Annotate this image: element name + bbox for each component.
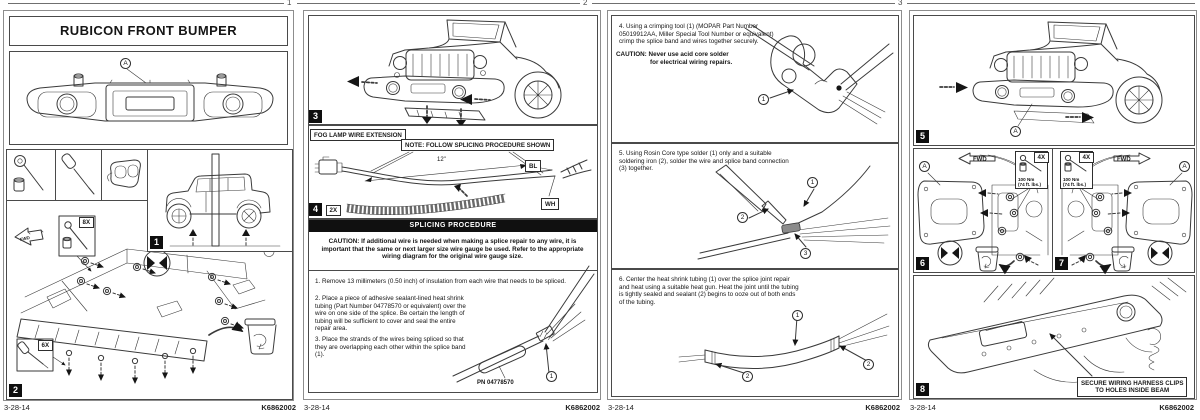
vehicle-on-lift-drawing	[148, 150, 291, 250]
page-2	[303, 10, 601, 400]
page-1	[3, 10, 294, 401]
qty-4x-label: 4X	[1034, 152, 1049, 163]
press-together-icon	[938, 241, 962, 265]
page1-date: 3-28-14	[4, 403, 30, 412]
qty-2x-label: 2X	[326, 205, 341, 216]
discard-bin-icon	[1112, 247, 1134, 271]
bumper-install-vehicle-panel	[913, 15, 1195, 146]
callout-2: 2	[737, 212, 748, 223]
svg-text:FWD: FWD	[973, 156, 987, 163]
torque-value-ftlbs: (74 ft. lbs.)	[1063, 182, 1086, 188]
pn-04778570-label: PN 04778570	[477, 380, 514, 386]
front-bumper-drawing	[10, 52, 289, 146]
page2-code: K6862002	[565, 403, 600, 412]
wire-color-wh-label: WH	[541, 198, 559, 210]
callout-1: 1	[807, 177, 818, 188]
torque-right-panel	[1052, 148, 1195, 273]
caution-acid-core-line1: CAUTION: Never use acid core solder	[616, 51, 729, 58]
torque-left-panel	[913, 148, 1053, 273]
secure-harness-clips-label	[1077, 377, 1187, 397]
page4-code: K6862002	[1159, 403, 1194, 412]
callout-a: A	[919, 161, 930, 172]
clip-label-line1: SECURE WIRING HARNESS CLIPS	[1081, 379, 1184, 387]
page-4	[909, 10, 1197, 400]
callout-a: A	[1179, 161, 1190, 172]
discard-bin-icon	[976, 247, 998, 271]
fold-number-2: 2	[583, 0, 588, 7]
qty-8x-label: 8X	[79, 217, 94, 228]
crimp-step-panel	[611, 15, 899, 143]
page-title: RUBICON FRONT BUMPER	[60, 23, 237, 38]
step-6-text: 6. Center the heat shrink tubing (1) over the splice joint repair and heat using a suitable heat gun. Heat the joint until the tubing is tightly sealed and sealant (2) begins to ooze out of both ends of the tubing.	[619, 276, 799, 306]
callout-1: 1	[792, 310, 803, 321]
callout-1: 1	[546, 371, 557, 382]
qty-6x-label: 6X	[38, 340, 53, 351]
splicing-caution: CAUTION: If additional wire is needed when making a splice repair to any wire, it is important that the same or next larger size wire gauge be used. Refer to the appropriate wiring diagram for the original wire gauge size.	[321, 238, 584, 260]
torque-value-nm: 100 Nm	[1063, 177, 1080, 182]
splicing-procedure-section	[308, 219, 598, 393]
page4-date: 3-28-14	[910, 403, 936, 412]
discard-bin-icon	[245, 319, 276, 354]
callout-1: 1	[758, 94, 769, 105]
caution-acid-core-line2: for electrical wiring repairs.	[650, 58, 733, 66]
solder-step-panel	[611, 143, 899, 269]
page1-code: K6862002	[261, 403, 296, 412]
press-together-icon	[1148, 241, 1172, 265]
torque-value-nm: 100 Nm	[1018, 177, 1035, 182]
callout-2b: 2	[863, 359, 874, 370]
page3-date: 3-28-14	[608, 403, 634, 412]
tool-cell-ratchet	[6, 149, 56, 201]
bumper-overview-panel	[9, 51, 288, 145]
harness-clip-panel	[913, 275, 1195, 399]
step-4-number: 4	[309, 203, 322, 216]
svg-text:FWD: FWD	[19, 234, 31, 243]
fwd-direction-arrow	[15, 228, 43, 245]
torque-value-ftlbs: (74 ft. lbs.)	[1018, 182, 1041, 188]
callout-3: 3	[800, 248, 811, 259]
soldering-drawing	[692, 162, 892, 266]
fold-number-1: 1	[287, 0, 292, 7]
fog-lamp-wire-extension-label: FOG LAMP WIRE EXTENSION	[310, 129, 406, 141]
splicing-procedure-header: SPLICING PROCEDURE	[309, 220, 597, 232]
dimension-12in: 12"	[437, 157, 446, 163]
vehicle-front-install-drawing	[914, 16, 1194, 144]
heat-shrink-drawing	[677, 298, 892, 390]
qty-4x-label: 4X	[1079, 152, 1094, 163]
fog-lamp-wire-panel	[308, 125, 598, 219]
fold-line	[907, 3, 1195, 4]
callout-a: A	[120, 58, 131, 69]
heat-shrink-step-panel	[611, 269, 899, 397]
tool-cell-screwdriver	[55, 149, 103, 201]
tool-cell-goggles	[101, 149, 149, 201]
ratchet-and-socket-icon	[7, 150, 54, 199]
bumper-removal-vehicle-panel	[308, 15, 598, 125]
step-7-number: 7	[1055, 257, 1068, 270]
step-5-number: 5	[916, 130, 929, 143]
step-8-number: 8	[916, 383, 929, 396]
vehicle-front-removal-drawing	[309, 16, 597, 124]
fold-line	[297, 3, 580, 4]
screwdriver-icon	[56, 150, 101, 199]
step-1-number: 1	[150, 236, 163, 249]
splice-band-drawing	[449, 260, 597, 390]
wire-color-bl-label: BL	[525, 160, 541, 172]
torque-spec	[1018, 177, 1041, 188]
torque-spec	[1063, 177, 1086, 188]
callout-2: 2	[742, 371, 753, 382]
title-box	[9, 16, 288, 46]
crimping-tool-drawing	[727, 24, 895, 136]
splice-step-3: 3. Place the strands of the wires being spliced so that they are overlapping each other within the splice band (1).	[315, 336, 466, 358]
splicing-note-label: NOTE: FOLLOW SPLICING PROCEDURE SHOWN	[401, 139, 554, 151]
safety-goggles-icon	[102, 150, 147, 199]
step-2-number: 2	[9, 384, 22, 397]
step-3-number: 3	[309, 110, 322, 123]
fold-line	[8, 3, 284, 4]
step-6-number: 6	[916, 257, 929, 270]
page3-code: K6862002	[865, 403, 900, 412]
step-5-text: 5. Using Rosin Core type solder (1) only and a suitable soldering iron (2), solder the wire and splice band connection (3) together.	[619, 150, 789, 172]
page-3	[607, 10, 902, 400]
splice-step-1: 1. Remove 13 millimeters (0.50 inch) of insulation from each wire that needs to be spliced.	[315, 278, 566, 285]
fold-line	[592, 3, 895, 4]
page2-date: 3-28-14	[304, 403, 330, 412]
callout-a: A	[1010, 126, 1021, 137]
fold-number-3: 3	[898, 0, 903, 7]
step-4-text: 4. Using a crimping tool (1) (MOPAR Part Number 05019912AA, Miller Special Tool Number or equivalent) crimp the splice band and wires together securely.	[619, 23, 774, 45]
svg-text:FWD: FWD	[1117, 156, 1131, 163]
press-together-icon	[144, 250, 170, 276]
vehicle-lift-panel	[147, 149, 293, 252]
splice-step-2: 2. Place a piece of adhesive sealant-lined heat shrink tubing (Part Number 04778570 or equivalent) over the wire on one side of the splice. Be certain the length of tubing will be sufficient to cover and seal the entire repair area.	[315, 295, 466, 332]
clip-label-line2: TO HOLES INSIDE BEAM	[1095, 386, 1170, 394]
